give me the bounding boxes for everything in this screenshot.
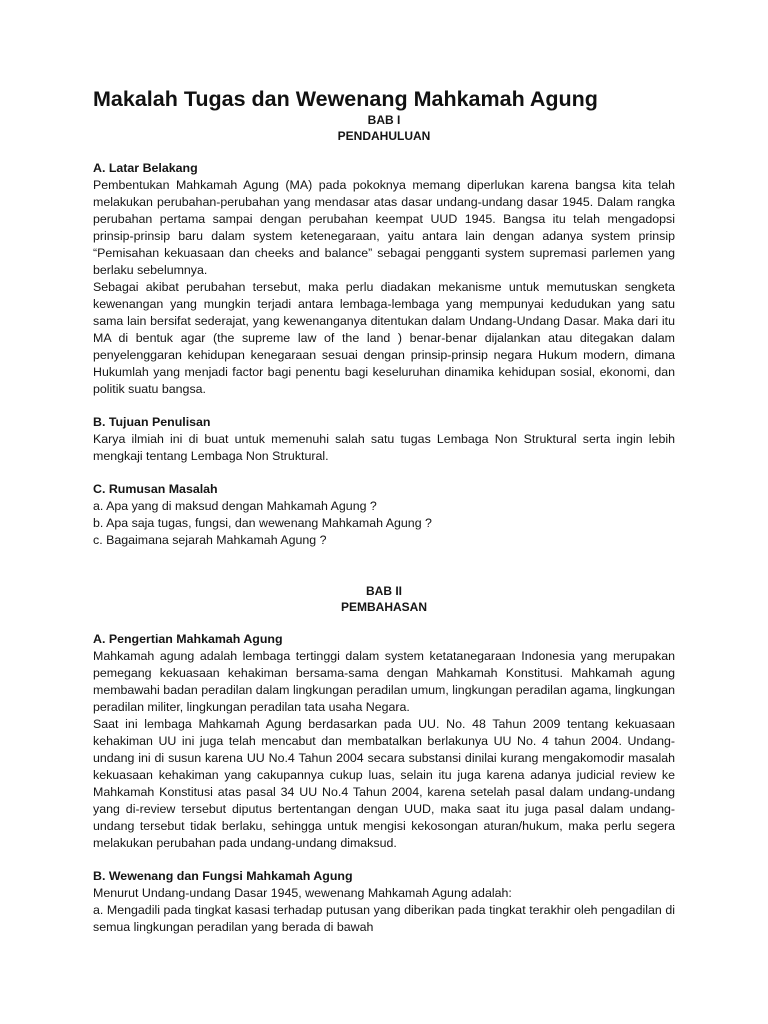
wewenang-heading: B. Wewenang dan Fungsi Mahkamah Agung — [93, 869, 353, 883]
tujuan-penulisan-heading: B. Tujuan Penulisan — [93, 415, 211, 429]
document-content — [93, 86, 675, 936]
latar-belakang-paragraph-1: Pembentukan Mahkamah Agung (MA) pada pokoknya memang diperlukan karena bangsa kita telah melakukan perubahan-perubahan yang mendasar atas dasar undang-undang dasar 1945. Dalam rangka perubahan pertama sampai dengan perubahan keempat UUD 1945. Bangsa itu telah mengadopsi prinsip-prinsip baru dalam system ketenegaraan, yaitu antara lain dengan adanya system prinsip “Pemisahan kekuasaan dan cheeks and balance” sebagai pengganti system supremasi parlemen yang berlaku sebelumnya. — [93, 178, 675, 277]
pengertian-paragraph-2: Saat ini lembaga Mahkamah Agung berdasarkan pada UU. No. 48 Tahun 2009 tentang kekuasaan kehakiman UU ini juga telah mencabut dan membatalkan berlakunya UU No. 4 tahun 2004. Undang-undang ini di susun karena UU No.4 Tahun 2004 secara substansi dinilai kurang mengakomodir masalah kekuasaan kehakiman yang cakupannya cukup luas, selain itu juga karena adanya judicial review ke Mahkamah Konstitusi atas pasal 34 UU No.4 Tahun 2004, karena setelah pasal dalam undang-undang yang di-review tersebut diputus bertentangan dengan UUD, maka saat itu juga pasal dalam undang-undang tersebut tidak berlaku, sehingga untuk mengisi kekosongan aturan/hukum, maka perlu segera melakukan perubahan pada undang-undang dimaksud. — [93, 717, 675, 850]
document-title: Makalah Tugas dan Wewenang Mahkamah Agung — [93, 87, 598, 111]
list-item: b. Apa saja tugas, fungsi, dan wewenang Mahkamah Agung ? — [93, 516, 432, 530]
latar-belakang-paragraph-2: Sebagai akibat perubahan tersebut, maka perlu diadakan mekanisme untuk memutuskan sengketa kewenangan yang mungkin terjadi antara lembaga-lembaga yang mempunyai kedudukan yang satu sama lain bersifat sederajat, yang kewenanganya ditentukan dalam Undang-Undang Dasar. Maka dari itu MA di bentuk agar (the supreme law of the land ) benar-benar dijalankan atau ditegakan dalam penyelenggaran kehidupan kenegaraan sesuai dengan prinsip-prinsip negara Hukum modern, dimana Hukumlah yang menjadi factor bagi penentu bagi keseluruhan dinamika kehidupan sosial, ekonomi, dan politik suatu bangsa. — [93, 280, 675, 396]
list-item: a. Apa yang di maksud dengan Mahkamah Agung ? — [93, 499, 377, 513]
tujuan-penulisan-paragraph: Karya ilmiah ini di buat untuk memenuhi salah satu tugas Lembaga Non Struktural serta ingin lebih mengkaji tentang Lembaga Non Struktural. — [93, 432, 675, 463]
wewenang-item-a: a. Mengadili pada tingkat kasasi terhadap putusan yang diberikan pada tingkat terakhir oleh pengadilan di semua lingkungan peradilan yang berada di bawah — [93, 903, 675, 934]
list-item: c. Bagaimana sejarah Mahkamah Agung ? — [93, 533, 327, 547]
latar-belakang-heading: A. Latar Belakang — [93, 161, 198, 175]
pengertian-paragraph-1: Mahkamah agung adalah lembaga tertinggi dalam system ketatanegaraan Indonesia yang merupakan pemegang kekuasaan kehakiman bersama-sama dengan Mahkamah Konstitusi. Mahkamah agung membawahi badan peradilan dalam lingkungan peradilan umum, lingkungan peradilan agama, lingkungan peradilan militer, lingkungan peradilan tata usaha Negara. — [93, 649, 675, 714]
pengertian-heading: A. Pengertian Mahkamah Agung — [93, 632, 283, 646]
bab1-name: PENDAHULUAN — [337, 129, 431, 143]
rumusan-masalah-list — [93, 498, 675, 549]
bab2-name: PEMBAHASAN — [340, 600, 427, 614]
bab2-label: BAB II — [366, 584, 402, 598]
wewenang-intro: Menurut Undang-undang Dasar 1945, wewenang Mahkamah Agung adalah: — [93, 886, 512, 900]
bab1-label: BAB I — [367, 113, 401, 127]
rumusan-masalah-heading: C. Rumusan Masalah — [93, 482, 218, 496]
